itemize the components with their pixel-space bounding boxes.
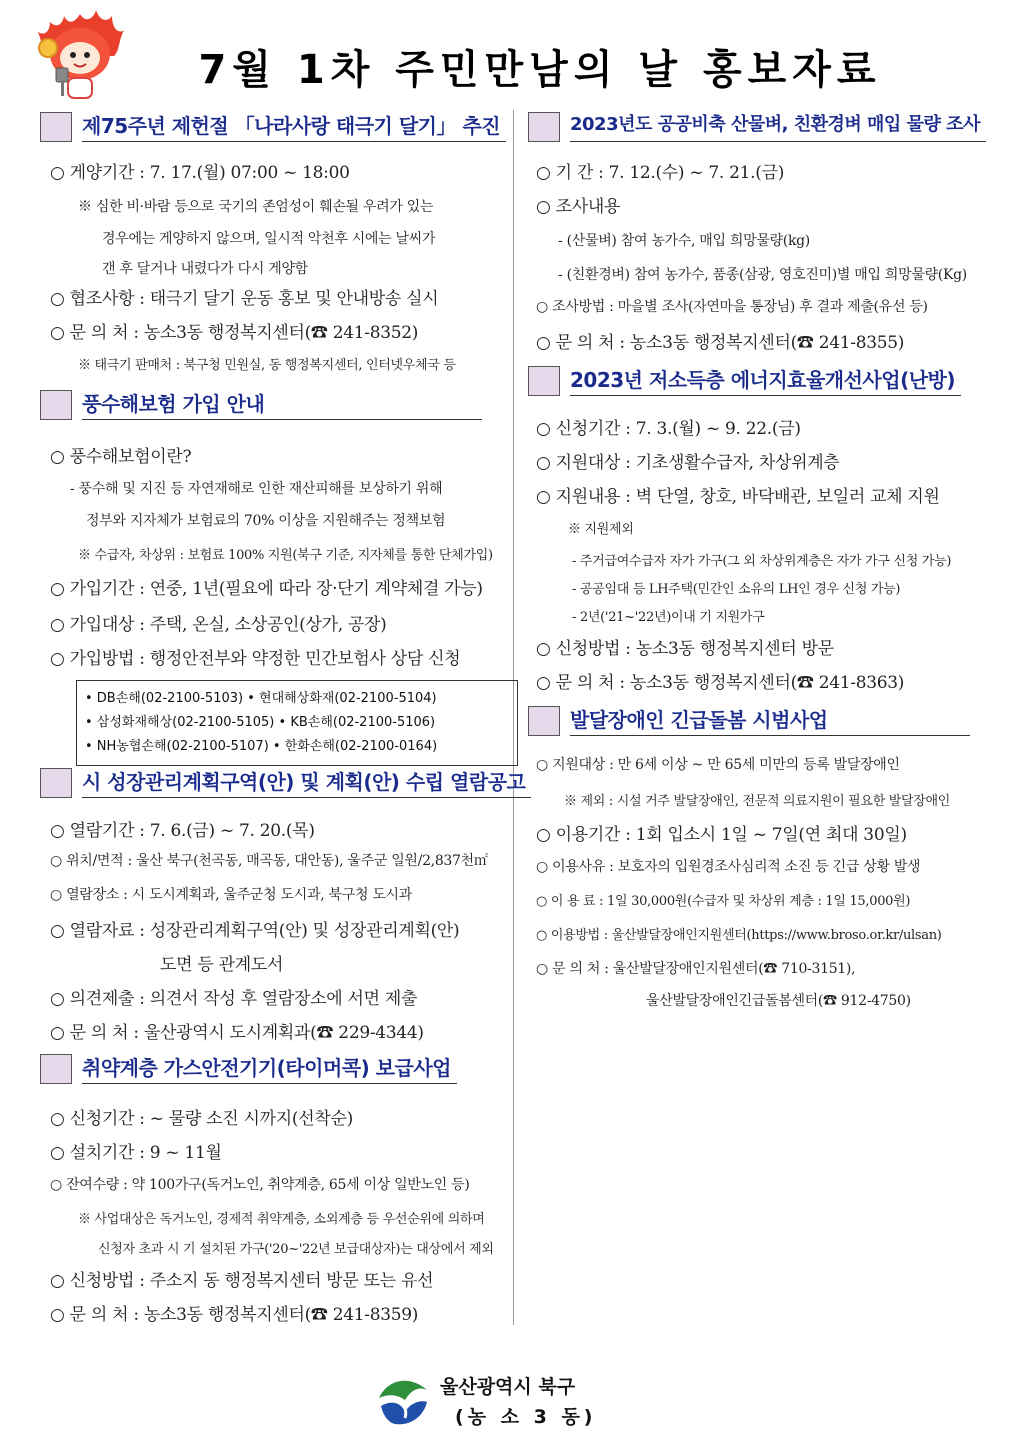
note-line: 경우에는 게양하지 않으며, 일시적 악천후 시에는 날씨가 <box>102 231 436 247</box>
info-line: ○ 지원대상 : 기초생활수급자, 차상위계층 <box>536 453 840 473</box>
section-marker <box>528 112 560 142</box>
info-line: ○ 문 의 처 : 농소3동 행정복지센터(☎ 241-8355) <box>536 333 905 353</box>
section-header-gas-timer <box>40 1050 457 1084</box>
info-line: ○ 이 용 료 : 1일 30,000원(수급자 및 차상위 계층 : 1일 15,000원) <box>536 894 911 909</box>
note-line: ※ 제외 : 시설 거주 발달장애인, 전문적 의료지원이 필요한 발달장애인 <box>564 794 951 809</box>
section-header-growth-plan <box>40 764 531 798</box>
section-marker <box>40 112 72 142</box>
section-header-flag-day <box>40 108 506 142</box>
info-line: ○ 문 의 처 : 농소3동 행정복지센터(☎ 241-8363) <box>536 673 905 693</box>
info-line: ○ 조사내용 <box>536 197 621 217</box>
section-title: 풍수해보험 가입 안내 <box>82 386 482 420</box>
section-header-developmental-care <box>528 702 970 736</box>
info-line: ○ 열람장소 : 시 도시계획과, 울주군청 도시과, 북구청 도시과 <box>50 887 412 903</box>
section-title: 제75주년 제헌절 「나라사랑 태극기 달기」 추진 <box>82 108 506 142</box>
note-line: 신청자 초과 시 기 설치된 가구('20~'22년 보급대상자)는 대상에서 제외 <box>98 1242 494 1257</box>
bukgu-logo-icon <box>375 1372 431 1428</box>
section-title: 시 성장관리계획구역(안) 및 계획(안) 수립 열람공고 <box>82 764 531 798</box>
note-line: 갠 후 달거나 내렸다가 다시 게양함 <box>102 261 308 277</box>
section-header-storm-insurance <box>40 386 482 420</box>
info-line: ○ 가입기간 : 연중, 1년(필요에 따라 장·단기 계약체결 가능) <box>50 579 483 599</box>
section-title: 취약계층 가스안전기기(타이머콕) 보급사업 <box>82 1050 457 1084</box>
info-line: ○ 풍수해보험이란? <box>50 447 192 467</box>
info-line: - 풍수해 및 지진 등 자연재해로 인한 재산피해를 보상하기 위해 <box>70 481 443 497</box>
note-line: ※ 지원제외 <box>568 522 634 537</box>
note-line: - 주거급여수급자 자가 가구(그 외 차상위계층은 자가 가구 신청 가능) <box>572 554 952 569</box>
info-line: ○ 조사방법 : 마을별 조사(자연마을 통장님) 후 결과 제출(유선 등) <box>536 299 928 315</box>
section-marker <box>40 768 72 798</box>
insurer-row: • 삼성화재해상(02-2100-5105) • KB손해(02-2100-5106) <box>85 715 436 730</box>
insurer-row: • NH농협손해(02-2100-5107) • 한화손해(02-2100-0164) <box>85 739 438 754</box>
info-line: ○ 협조사항 : 태극기 달기 운동 홍보 및 안내방송 실시 <box>50 289 439 309</box>
info-line: ○ 열람자료 : 성장관리계획구역(안) 및 성장관리계획(안) <box>50 921 460 941</box>
info-line: ○ 지원대상 : 만 6세 이상 ~ 만 65세 미만의 등록 발달장애인 <box>536 757 900 773</box>
info-line: ○ 잔여수량 : 약 100가구(독거노인, 취약계층, 65세 이상 일반노인 등) <box>50 1177 470 1193</box>
section-marker <box>40 1054 72 1084</box>
info-line: ○ 문 의 처 : 울산광역시 도시계획과(☎ 229-4344) <box>50 1023 424 1043</box>
info-line: ○ 신청방법 : 주소지 동 행정복지센터 방문 또는 유선 <box>50 1271 434 1291</box>
section-marker <box>40 390 72 420</box>
info-line: ○ 설치기간 : 9 ~ 11월 <box>50 1143 222 1163</box>
info-line: ○ 신청기간 : 7. 3.(월) ~ 9. 22.(금) <box>536 419 801 439</box>
info-line: ○ 가입방법 : 행정안전부와 약정한 민간보험사 상담 신청 <box>50 649 461 669</box>
info-line: ○ 기 간 : 7. 12.(수) ~ 7. 21.(금) <box>536 163 785 183</box>
note-line: ※ 사업대상은 독거노인, 경제적 취약계층, 소외계층 등 우선순위에 의하며 <box>78 1212 485 1227</box>
section-header-energy-efficiency <box>528 362 961 396</box>
info-line: ○ 문 의 처 : 울산발달장애인지원센터(☎ 710-3151), <box>536 961 856 977</box>
section-title: 2023년 저소득층 에너지효율개선사업(난방) <box>570 362 961 396</box>
info-line: ○ 이용사유 : 보호자의 입원경조사심리적 소진 등 긴급 상황 발생 <box>536 859 921 875</box>
insurer-contact-box <box>76 680 518 766</box>
note-line: - 공공임대 등 LH주택(민간인 소유의 LH인 경우 신청 가능) <box>572 582 901 597</box>
info-line: ○ 위치/면적 : 울산 북구(천곡동, 매곡동, 대안동), 울주군 일원/2,837천㎡ <box>50 853 488 869</box>
note-line: - 2년('21~'22년)이내 기 지원가구 <box>572 610 765 625</box>
info-line: ○ 이용방법 : 울산발달장애인지원센터(https://www.broso.or.kr/ulsan) <box>536 928 942 943</box>
info-line: ○ 문 의 처 : 농소3동 행정복지센터(☎ 241-8352) <box>50 323 419 343</box>
footer-organization: 울산광역시 북구 <box>440 1376 576 1398</box>
page-title: 7월 1차 주민만남의 날 홍보자료 <box>198 47 882 93</box>
note-line: ※ 수급자, 차상위 : 보험료 100% 지원(북구 기준, 지자체를 통한 단체가입) <box>78 548 493 563</box>
info-line: ○ 게양기간 : 7. 17.(월) 07:00 ~ 18:00 <box>50 163 350 183</box>
insurer-row: • DB손해(02-2100-5103) • 현대해상화재(02-2100-5104) <box>85 691 437 706</box>
info-line: ○ 의견제출 : 의견서 작성 후 열람장소에 서면 제출 <box>50 989 418 1009</box>
info-line: ○ 문 의 처 : 농소3동 행정복지센터(☎ 241-8359) <box>50 1305 419 1325</box>
info-line: 정부와 지자체가 보험료의 70% 이상을 지원해주는 정책보험 <box>86 513 446 529</box>
info-line: ○ 신청방법 : 농소3동 행정복지센터 방문 <box>536 639 834 659</box>
section-title: 발달장애인 긴급돌봄 시범사업 <box>570 702 970 736</box>
info-line: ○ 신청기간 : ~ 물량 소진 시까지(선착순) <box>50 1109 353 1129</box>
footer-department: (농 소 3 동) <box>455 1406 597 1428</box>
section-marker <box>528 706 560 736</box>
note-line: ※ 심한 비·바람 등으로 국기의 존엄성이 훼손될 우려가 있는 <box>78 199 434 215</box>
section-title: 2023년도 공공비축 산물벼, 친환경벼 매입 물량 조사 <box>570 108 986 142</box>
info-line: ○ 지원내용 : 벽 단열, 창호, 바닥배관, 보일러 교체 지원 <box>536 487 940 507</box>
info-line: ○ 가입대상 : 주택, 온실, 소상공인(상가, 공장) <box>50 615 387 635</box>
info-line: 도면 등 관계도서 <box>160 955 284 975</box>
info-line: 울산발달장애인긴급돌봄센터(☎ 912-4750) <box>646 993 911 1009</box>
info-line: ○ 열람기간 : 7. 6.(금) ~ 7. 20.(목) <box>50 821 315 841</box>
mascot-icon <box>34 8 126 106</box>
section-marker <box>528 366 560 396</box>
note-line: ※ 태극기 판매처 : 북구청 민원실, 동 행정복지센터, 인터넷우체국 등 <box>78 358 456 373</box>
info-line: ○ 이용기간 : 1회 입소시 1일 ~ 7일(연 최대 30일) <box>536 825 907 845</box>
info-line: - (친환경벼) 참여 농가수, 품종(삼광, 영호진미)별 매입 희망물량(Kg) <box>558 267 967 283</box>
section-header-rice-survey <box>528 108 986 142</box>
info-line: - (산물벼) 참여 농가수, 매입 희망물량(kg) <box>558 233 810 249</box>
